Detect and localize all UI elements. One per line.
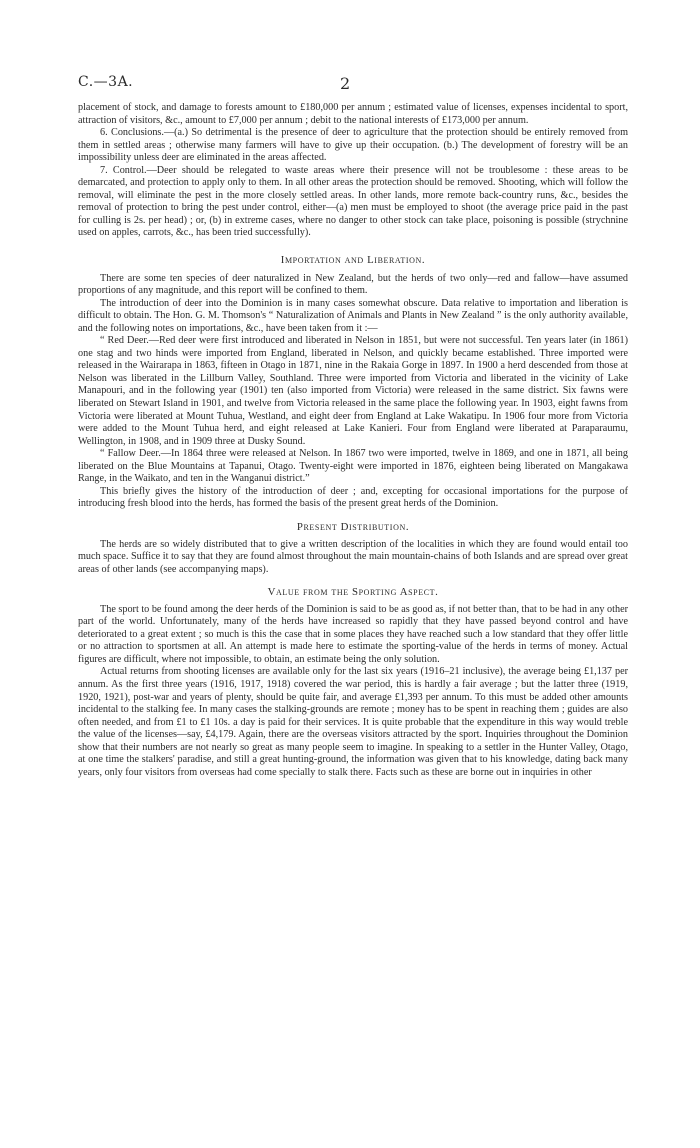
paragraph-fallow-deer: “ Fallow Deer.—In 1864 three were released at Nelson. In 1867 two were imported, twelve in 1869, and one in 1871, all being liberated on the Blue Mountains at Tapanui, Otago. Twenty-eight were imported in 1876, eighteen being liberated on Mangakawa Range, in the Waikato, and ten in the Wanganui district.” [78, 448, 628, 485]
section-heading-distribution: Present Distribution. [296, 520, 410, 533]
paragraph-history-summary: This briefly gives the history of the introduction of deer ; and, excepting for occasional importations for the purpose of introducing fresh blood into the herds, has formed the basis of the present great herds of the Dominion. [78, 485, 628, 510]
paragraph-introduction: The introduction of deer into the Dominion is in many cases somewhat obscure. Data relative to importation and liberation is difficult to obtain. The Hon. G. M. Thomson's “ Naturalization of Animals and Plants in New Zealand ” is the only authority available, and the following notes on importations, &c., have been taken from it :— [78, 297, 628, 334]
section-heading-importation: Importation and Liberation. [280, 254, 426, 267]
paragraph-control: 7. Control.—Deer should be relegated to waste areas where their presence will not be troublesome : these areas to be demarcated, and protection to apply only to them. In all other areas the protection should be removed. Shooting, which will follow the removal, will eliminate the pest in the more closely settled areas. In other lands, more remote back-country runs, &c., besides the removal of protection to bring the pest under control, either—(a) men must be employed to shoot (the average price paid in the past for culling is 2s. per head) ; or, (b) in extreme cases, where no danger to other stock can take place, poisoning is possible (strychnine used on apples, carrots, &c., has been tried successfully). [78, 164, 628, 239]
page-header [78, 74, 628, 102]
paragraph-sport-quality: The sport to be found among the deer herds of the Dominion is said to be as good as, if not better than, that to be had in any other part of the world. Unfortunately, many of the herds have increased so rapidly that they have passed beyond control and have deteriorated to a great extent ; so much is this the case that in some places they have reached such a low standard that they offer little or no attraction to sportsmen at all. An attempt is made here to estimate the sporting-value of the herds in terms of money. Actual figures are difficult, where not impossible, to obtain, an estimate being the only solution. [78, 603, 628, 665]
section-heading-sporting: Value from the Sporting Aspect. [267, 586, 439, 599]
parliamentary-paper-ref: C.—3A. [78, 74, 134, 90]
page-number: 2 [340, 74, 351, 93]
paragraph-species: There are some ten species of deer naturalized in New Zealand, but the herds of two only—red and fallow—have assumed proportions of any magnitude, and this report will be confined to them. [78, 272, 628, 297]
paragraph-conclusions: 6. Conclusions.—(a.) So detrimental is the presence of deer to agriculture that the protection should be entirely removed from them in settled areas ; otherwise many farmers will have to give up their occupation. (b.) The development of forestry will be an impossibility unless deer are eliminated in the areas affected. [78, 127, 628, 164]
paragraph-continued: placement of stock, and damage to forests amount to £180,000 per annum ; estimated value of licenses, expenses incidental to sport, attraction of visitors, &c., amount to £7,000 per annum ; debit to the national interests of £173,000 per annum. [78, 102, 628, 126]
paragraph-red-deer: “ Red Deer.—Red deer were first introduced and liberated in Nelson in 1851, but were not successful. Ten years later (in 1861) one stag and two hinds were imported from England, liberated in Nelson, and quickly became established. Three imported were released in the Wairarapa in 1863, fifteen in Otago in 1871, nine in the Rakaia Gorge in 1897. In 1900 a herd descended from those at Nelson was liberated in the Lillburn Valley, Southland. Three were imported from Victoria and liberated in the vicinity of Lake Manapouri, and in the following year (1901) ten (also imported from Victoria) were released in the same district. Six fawns were liberated on Stewart Island in 1901, and twelve from Victoria released in the same place the following year. In 1903, eight fawns from Victoria were liberated at Mount Tuhua, Westland, and eight deer from England at Lake Wakatipu. In 1906 four more from Victoria were added to the Mount Tuhua herd, and eight released at Lake Kanieri. Four from England were liberated at Paraparaumu, Wellington, in 1908, and in 1909 three at Dusky Sound. [78, 335, 628, 447]
body-text [78, 102, 628, 779]
paragraph-distribution: The herds are so widely distributed that to give a written description of the localities in which they are found would entail too much space. Suffice it to say that they are found almost throughout the main mountain-chains of both Islands and are spread over great areas of other lands (see accompanying maps). [78, 538, 628, 575]
paragraph-license-returns: Actual returns from shooting licenses are available only for the last six years (1916–21 inclusive), the average being £1,137 per annum. As the first three years (1916, 1917, 1918) covered the war period, this is hardly a fair average ; but the latter three (1919, 1920, 1921), post-war and years of plenty, should be quite fair, and average £1,393 per annum. To this must be added other amounts incidental to the stalking fee. In many cases the stalking-grounds are remote ; money has to be spent in reaching them ; guides are also often needed, and from £1 to £1 10s. a day is paid for their services. It is quite probable that the expenditure in this way would treble the value of the licenses—say, £4,179. Again, there are the overseas visitors attracted by the sport. Inquiries throughout the Dominion show that their numbers are not nearly so great as many people seem to imagine. In speaking to a settler in the Hunter Valley, Otago, at one time the stalkers' paradise, and still a great hunting-ground, the information was given that to his knowledge, dating back many years, only four visitors from overseas had come specially to stalk there. Facts such as these are borne out in inquiries in other [78, 666, 628, 778]
